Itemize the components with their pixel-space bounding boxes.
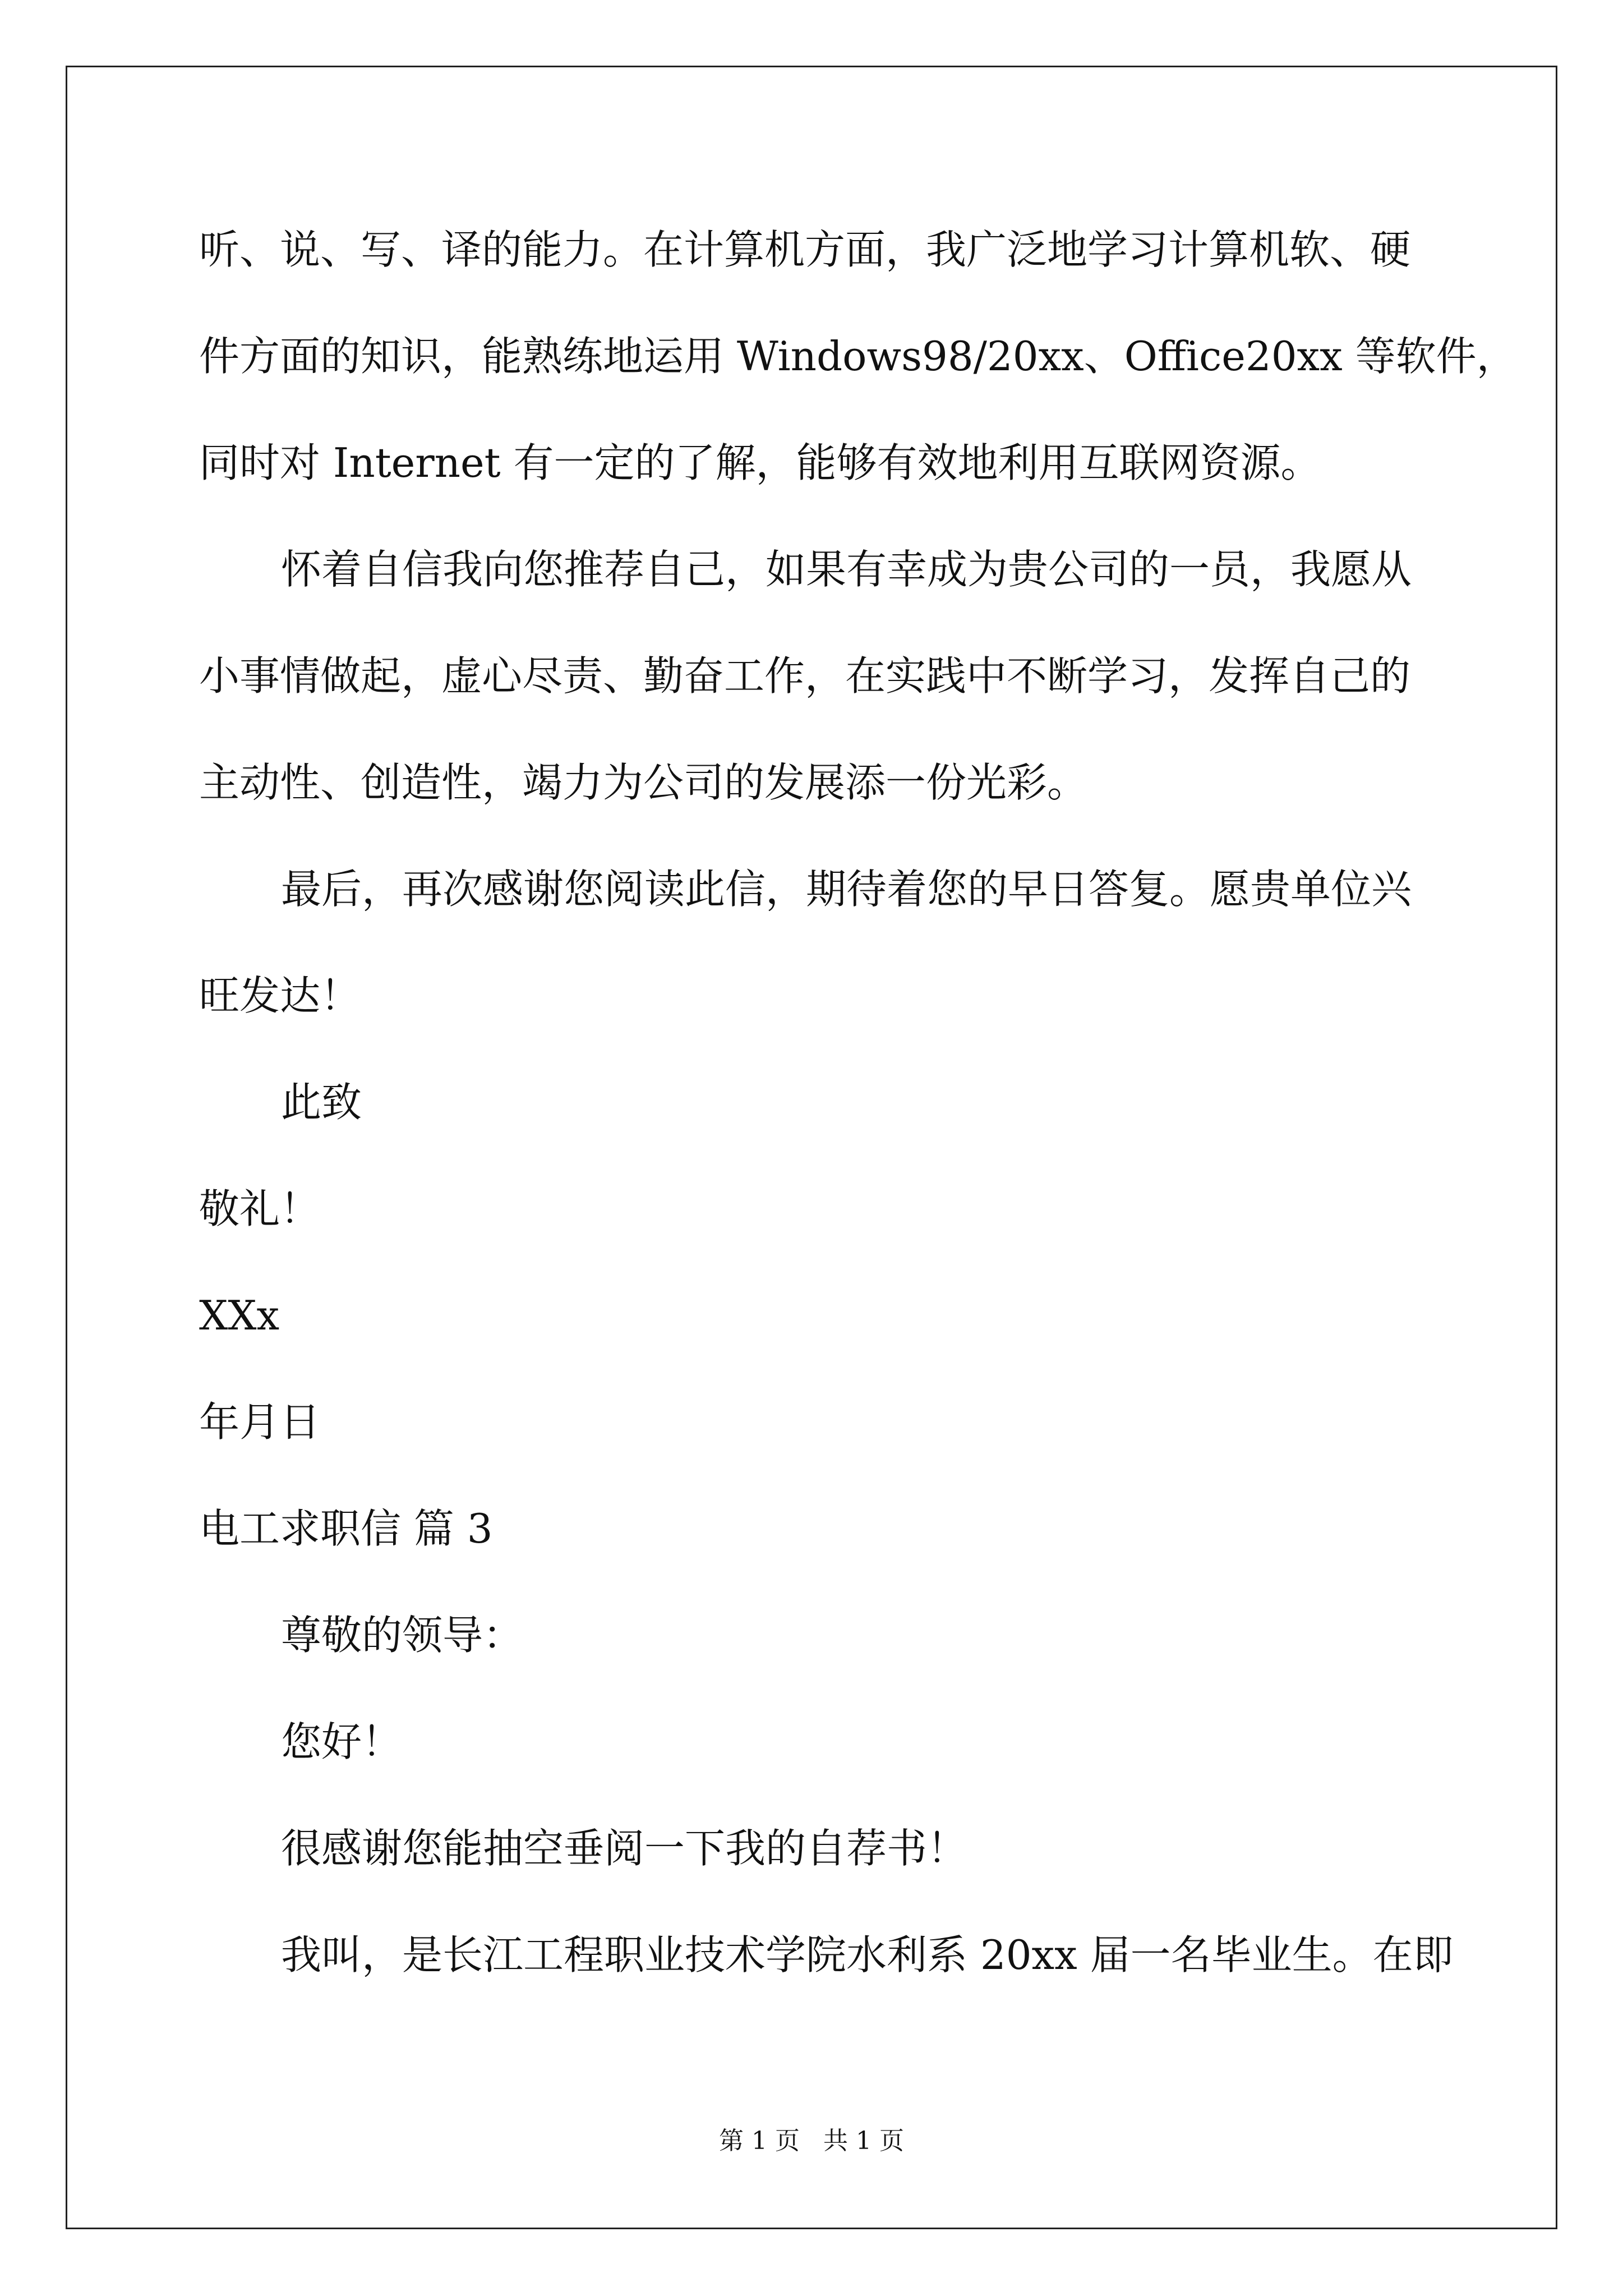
body-line: 同时对 Internet 有一定的了解，能够有效地利用互联网资源。 <box>199 439 1321 486</box>
greeting-line: 尊敬的领导： <box>281 1612 524 1659</box>
signature-date: 年月日 <box>199 1398 321 1446</box>
paragraph-start-line: 很感谢您能抽空垂阅一下我的自荐书！ <box>281 1825 968 1872</box>
closing-regards: 敬礼！ <box>199 1185 321 1232</box>
paragraph-start-line: 我叫，是长江工程职业技术学院水利系 20xx 届一名毕业生。在即 <box>281 1931 1454 1978</box>
signature-name: XXx <box>199 1292 280 1339</box>
body-line: 件方面的知识，能熟练地运用 Windows98/20xx、Office20xx 等软件， <box>199 333 1517 380</box>
body-line: 主动性、创造性，竭力为公司的发展添一份光彩。 <box>199 759 1088 806</box>
closing-salutation: 此致 <box>281 1079 362 1126</box>
page-footer: 第 1 页 共 1 页 <box>719 2127 904 2155</box>
body-line: 小事情做起，虚心尽责、勤奋工作，在实践中不断学习，发挥自己的 <box>199 652 1411 700</box>
paragraph-start-line: 最后，再次感谢您阅读此信，期待着您的早日答复。愿贵单位兴 <box>281 866 1412 913</box>
greeting-line: 您好！ <box>281 1718 403 1765</box>
paragraph-start-line: 怀着自信我向您推荐自己，如果有幸成为贵公司的一员，我愿从 <box>281 546 1412 593</box>
body-line: 旺发达！ <box>199 972 361 1019</box>
body-line: 听、说、写、译的能力。在计算机方面，我广泛地学习计算机软、硬 <box>199 226 1411 273</box>
document-body <box>199 213 1517 2025</box>
section-heading: 电工求职信 篇 3 <box>199 1505 493 1552</box>
